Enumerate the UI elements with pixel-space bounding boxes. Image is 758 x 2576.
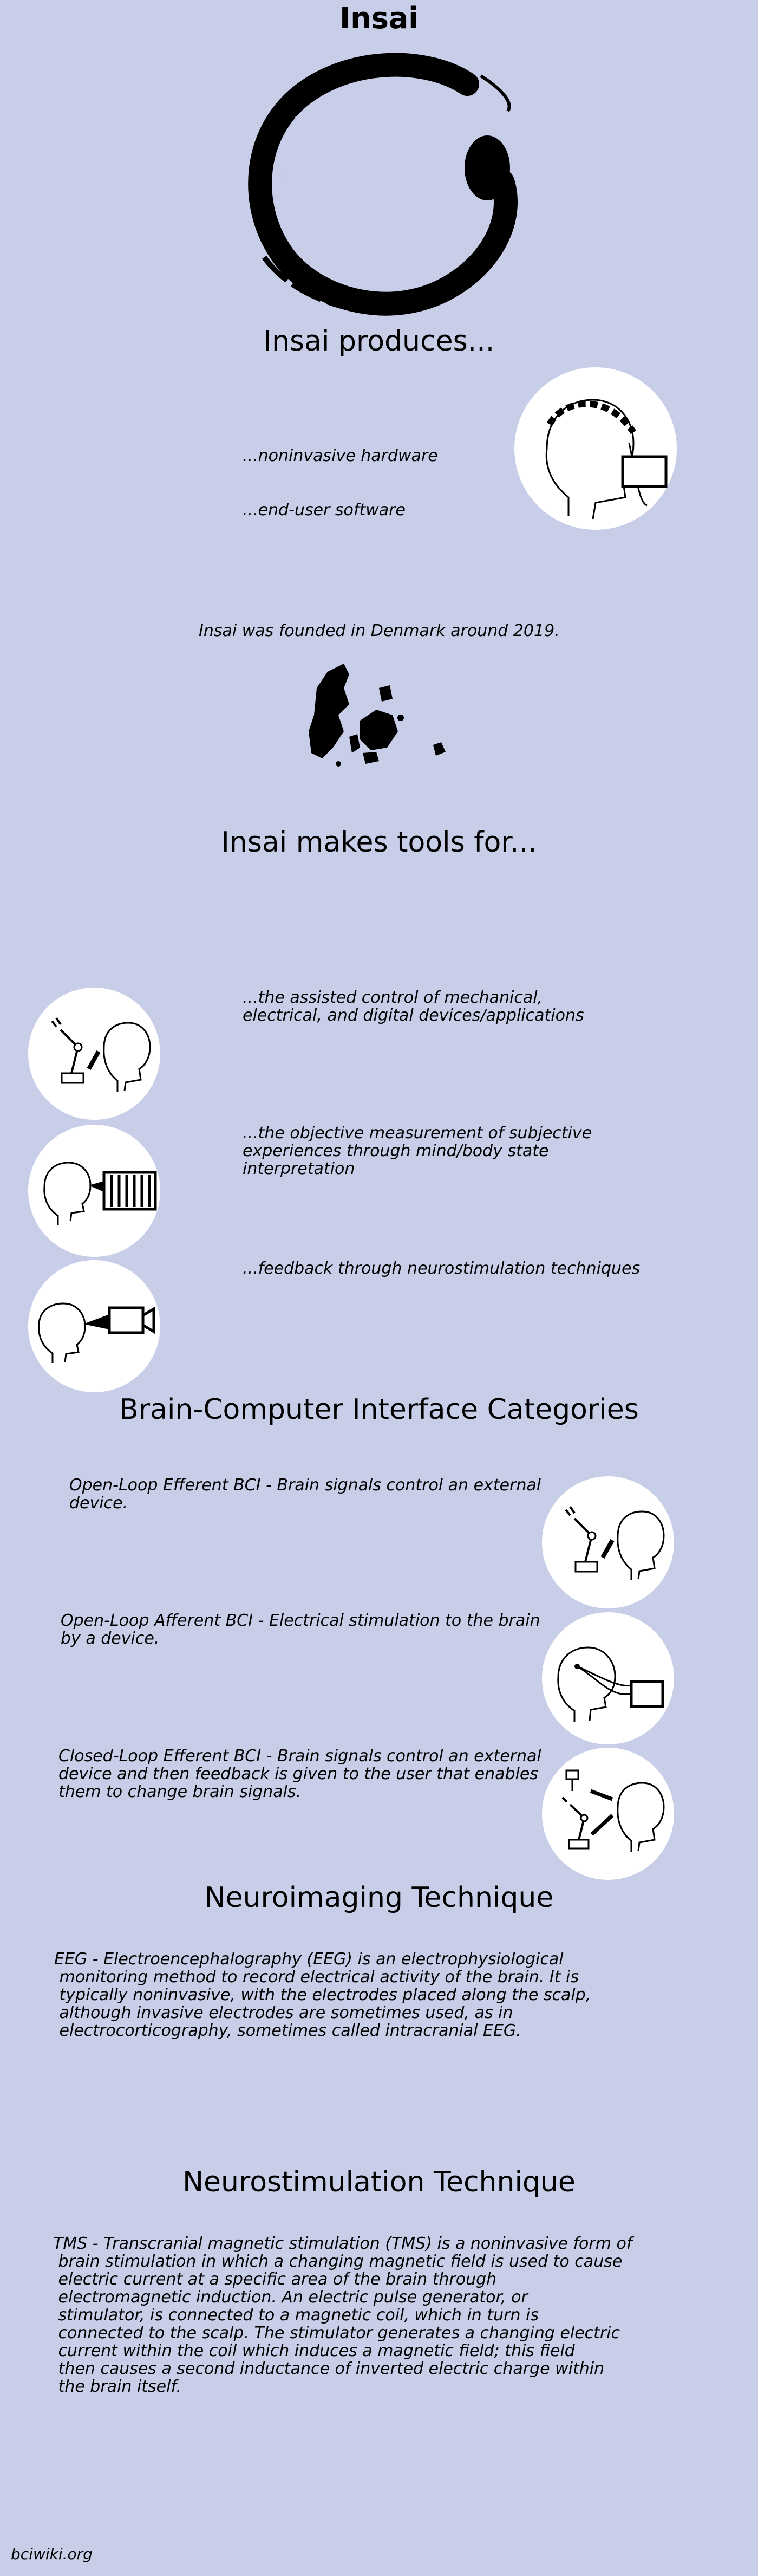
enso-circle-icon <box>243 51 524 322</box>
produces-item-software: ...end-user software <box>243 501 406 520</box>
tools-item-control: ...the assisted control of mechanical, electrical, and digital devices/applications <box>243 988 584 1025</box>
neuroimaging-heading: Neuroimaging Technique <box>204 1881 554 1914</box>
eeg-headset-monitor-icon <box>514 367 677 530</box>
robot-arm-head-feedback-icon <box>542 1748 674 1880</box>
produces-heading: Insai produces... <box>263 325 495 358</box>
head-display-icon <box>28 1125 160 1257</box>
bci-item-closed-loop-efferent: Closed-Loop Efferent BCI - Brain signals control an external device and then feedback is given to the user that enables them to change brain signals. <box>58 1747 541 1801</box>
tms-text: TMS - Transcranial magnetic stimulation (TMS) is a noninvasive form of brain stimulation in which a changing magnetic field is used to cause electric current at a specific area of the brain through electromagnetic induction. An electric pulse generator, or stimulator, is connected to a magnetic coil, which in turn is connected to the scalp. The stimulator generates a changing electric current within the coil which induces a magnetic field; this field then causes a second inductance of inverted electric charge within the brain itself. <box>53 2234 632 2396</box>
head-electrode-monitor-icon <box>542 1612 674 1744</box>
produces-item-hardware: ...noninvasive hardware <box>243 446 438 465</box>
neurostim-heading: Neurostimulation Technique <box>182 2166 576 2198</box>
bci-heading: Brain-Computer Interface Categories <box>119 1393 639 1426</box>
denmark-map-icon <box>306 656 452 780</box>
robot-arm-head-icon <box>28 988 160 1120</box>
bci-item-open-loop-efferent: Open-Loop Efferent BCI - Brain signals control an external device. <box>69 1476 541 1513</box>
page-title: Insai <box>339 1 419 35</box>
tools-item-measurement: ...the objective measurement of subjective experiences through mind/body state interpretation <box>243 1124 592 1178</box>
founded-text: Insai was founded in Denmark around 2019. <box>199 621 560 640</box>
tools-item-feedback: ...feedback through neurostimulation techniques <box>243 1259 641 1278</box>
bci-item-open-loop-afferent: Open-Loop Afferent BCI - Electrical stimulation to the brain by a device. <box>61 1611 540 1648</box>
footer-link[interactable]: bciwiki.org <box>11 2545 93 2563</box>
robot-arm-head-icon <box>542 1476 674 1608</box>
eeg-text: EEG - Electroencephalography (EEG) is an electrophysiological monitoring method to record electrical activity of the brain. It is typically noninvasive, with the electrodes placed along the scalp, although invasive electrodes are sometimes used, as in electrocorticography, sometimes called intracranial EEG. <box>54 1950 591 2040</box>
tools-heading: Insai makes tools for... <box>221 826 537 859</box>
head-camera-icon <box>28 1260 160 1392</box>
